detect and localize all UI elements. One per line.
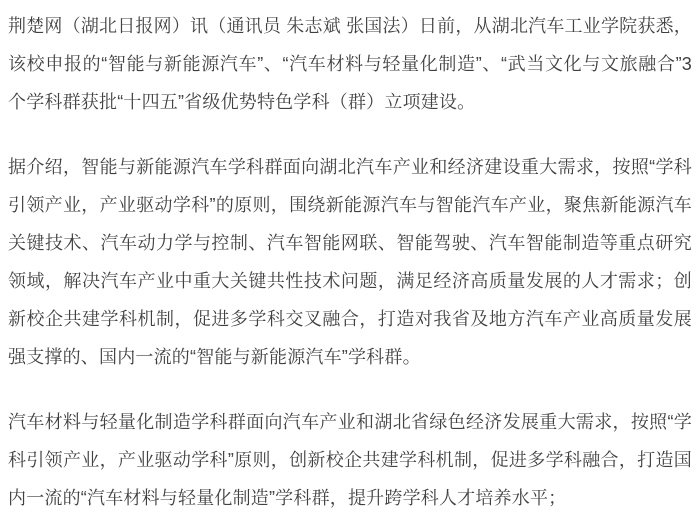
article-paragraph-lightweight-materials-discipline: 汽车材料与轻量化制造学科群面向汽车产业和湖北省绿色经济发展重大需求，按照“学科引领产业，产业驱动学科”原则，创新校企共建学科机制，促进多学科融合，打造国内一流的“汽车材料与轻量化制造”学科群，提升跨学科人才培养水平； bbox=[8, 412, 692, 508]
article-paragraph-intelligent-nev-discipline: 据介绍，智能与新能源汽车学科群面向湖北汽车产业和经济建设重大需求，按照“学科引领产业，产业驱动学科”的原则，围绕新能源汽车与智能汽车产业，聚焦新能源汽车关键技术、汽车动力学与控制、汽车智能网联、智能驾驶、汽车智能制造等重点研究领域，解决汽车产业中重大关键共性技术问题，满足经济高质量发展的人才需求；创新校企共建学科机制，促进多学科交叉融合，打造对我省及地方汽车产业高质量发展强支撑的、国内一流的“智能与新能源汽车”学科群。 bbox=[8, 157, 692, 367]
article-paragraph-intro: 荆楚网（湖北日报网）讯（通讯员 朱志斌 张国法）日前，从湖北汽车工业学院获悉，该校申报的“智能与新能源汽车”、“汽车材料与轻量化制造”、“武当文化与文旅融合”3个学科群获批“十四五”省级优势特色学科（群）立项建设。 bbox=[8, 16, 692, 112]
